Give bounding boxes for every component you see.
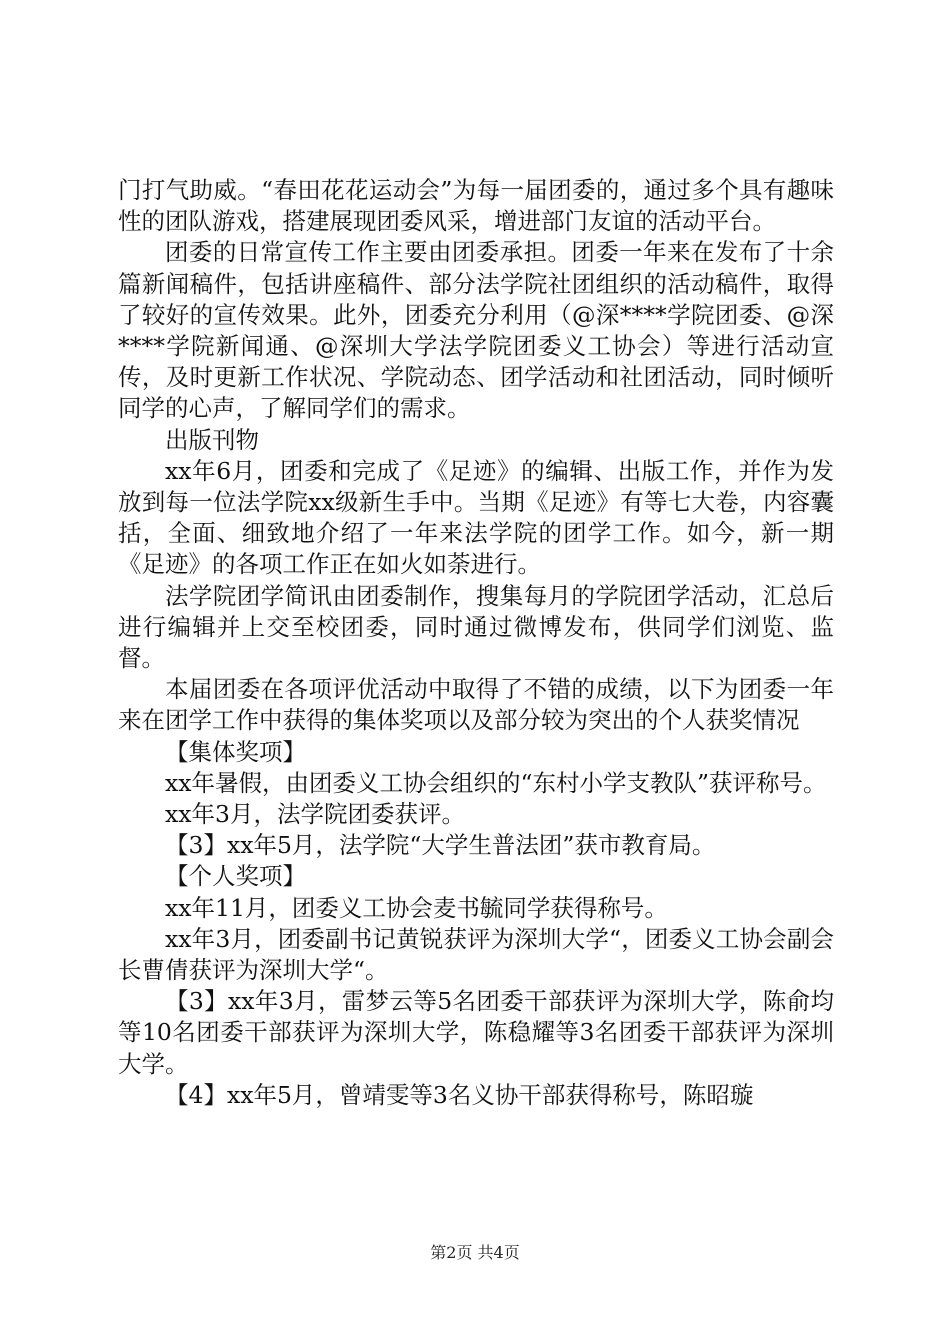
paragraph: 团委的日常宣传工作主要由团委承担。团委一年来在发布了十余篇新闻稿件，包括讲座稿件、部分法学院社团组织的活动稿件，取得了较好的宣传效果。此外，团委充分利用（@深****学院团委、@深****学院新闻通、@深圳大学法学院团委义工协会）等进行活动宣传，及时更新工作状况、学院动态、团学活动和社团活动，同时倾听同学的心声，了解同学们的需求。 bbox=[118, 238, 834, 423]
section-heading: 出版刊物 bbox=[165, 425, 259, 454]
page-number: 第2页 共4页 bbox=[430, 1243, 520, 1262]
list-item: 【4】xx年5月，曾靖雯等3名义协干部获得称号，陈昭璇 bbox=[165, 1080, 754, 1109]
paragraph: 门打气助威。“春田花花运动会”为每一届团委的，通过多个具有趣味性的团队游戏，搭建展现团委风采，增进部门友谊的活动平台。 bbox=[118, 176, 834, 236]
list-item: xx年暑假，由团委义工协会组织的“东村小学支教队”获评称号。 bbox=[165, 768, 827, 797]
document-body bbox=[118, 175, 834, 1111]
section-heading: 【集体奖项】 bbox=[165, 737, 306, 766]
list-item: 【3】xx年3月，雷梦云等5名团委干部获评为深圳大学，陈俞均等10名团委干部获评为深圳大学，陈稳耀等3名团委干部获评为深圳大学。 bbox=[118, 987, 834, 1078]
section-heading: 【个人奖项】 bbox=[165, 862, 306, 891]
paragraph: xx年6月，团委和完成了《足迹》的编辑、出版工作，并作为发放到每一位法学院xx级新生手中。当期《足迹》有等七大卷，内容囊括，全面、细致地介绍了一年来法学院的团学工作。如今，新一期《足迹》的各项工作正在如火如荼进行。 bbox=[118, 456, 834, 579]
paragraph: 本届团委在各项评优活动中取得了不错的成绩，以下为团委一年来在团学工作中获得的集体奖项以及部分较为突出的个人获奖情况 bbox=[118, 675, 834, 735]
paragraph: 法学院团学简讯由团委制作，搜集每月的学院团学活动，汇总后进行编辑并上交至校团委，同时通过微博发布，供同学们浏览、监督。 bbox=[118, 581, 834, 673]
list-item: xx年3月，团委副书记黄锐获评为深圳大学“，团委义工协会副会长曹倩获评为深圳大学“。 bbox=[118, 924, 834, 985]
list-item: xx年11月，团委义工协会麦书毓同学获得称号。 bbox=[165, 893, 668, 922]
list-item: xx年3月，法学院团委获评。 bbox=[165, 800, 465, 829]
list-item: 【3】xx年5月，法学院“大学生普法团”获市教育局。 bbox=[165, 831, 716, 860]
page-footer bbox=[0, 1243, 950, 1263]
